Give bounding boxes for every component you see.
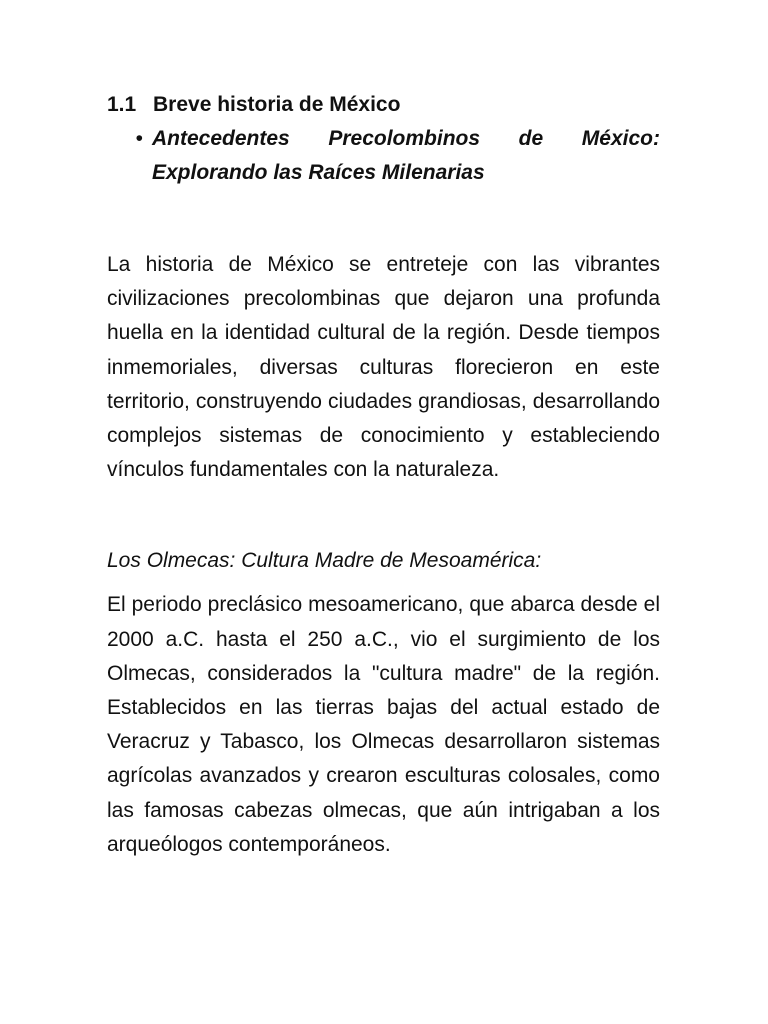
section-number: 1.1 — [107, 93, 137, 116]
bullet-text: Antecedentes Precolombinos de México: Explorando las Raíces Milenarias — [152, 127, 660, 184]
olmecas-paragraph: El periodo preclásico mesoamericano, que abarca desde el 2000 a.C. hasta el 250 a.C., vio el surgimiento de los Olmecas, considerados la "cultura madre" de la región. Establecidos en las tierras bajas del actual estado de Veracruz y Tabasco, los Olmecas desarrollaron sistemas agrícolas avanzados y crearon esculturas colosales, como las famosas cabezas olmecas, que aún intrigaban a los arqueólogos contemporáneos. — [107, 593, 660, 856]
bullet-item — [107, 122, 660, 190]
section-heading — [107, 88, 660, 122]
section-title: Breve historia de México — [153, 93, 401, 116]
olmecas-subheading: Los Olmecas: Cultura Madre de Mesoamérica: — [107, 549, 542, 573]
document-page — [107, 88, 660, 862]
bullet-icon: • — [135, 127, 143, 150]
intro-paragraph: La historia de México se entreteje con las vibrantes civilizaciones precolombinas que dejaron una profunda huella en la identidad cultural de la región. Desde tiempos inmemoriales, diversas culturas florecieron en este territorio, construyendo ciudades grandiosas, desarrollando complejos sistemas de conocimiento y estableciendo vínculos fundamentales con la naturaleza. — [107, 253, 660, 482]
